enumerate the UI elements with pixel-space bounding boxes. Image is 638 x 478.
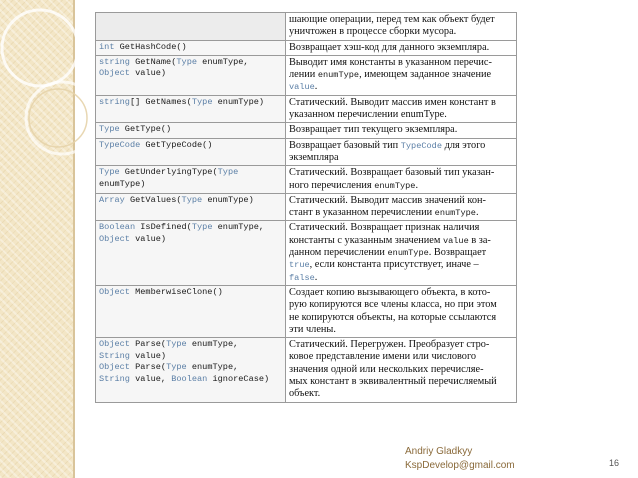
description-text: . xyxy=(314,271,318,283)
description-text: экземпляра xyxy=(289,151,339,163)
type-keyword: Object xyxy=(99,233,130,244)
description-text: , имеющем заданное значение xyxy=(359,69,492,81)
description-line xyxy=(289,324,513,336)
signature-line xyxy=(99,234,282,246)
signature-line xyxy=(99,339,282,351)
method-signature-cell xyxy=(96,166,286,194)
signature-line xyxy=(99,195,282,207)
type-keyword: TypeCode xyxy=(99,139,141,150)
code-text: enumType, xyxy=(197,56,249,67)
code-text: value, xyxy=(129,373,172,384)
code-text: GetUnderlyingType( xyxy=(119,167,218,178)
table-row xyxy=(96,13,517,41)
code-text: GetName( xyxy=(129,56,177,67)
description-text: . xyxy=(415,179,419,191)
description-line xyxy=(289,235,513,247)
description-line xyxy=(289,388,513,400)
description-line xyxy=(289,26,513,38)
description-text: Возвращает базовый тип xyxy=(289,139,401,151)
methods-table-container xyxy=(95,12,517,400)
type-keyword: Object xyxy=(99,339,130,350)
method-signature-cell xyxy=(96,221,286,285)
method-signature-cell xyxy=(96,95,286,123)
description-text: не копируются объекты, на которые ссылаются xyxy=(289,311,497,323)
description-line xyxy=(289,376,513,388)
description-line xyxy=(289,42,513,54)
description-line xyxy=(289,207,513,219)
type-keyword: Object xyxy=(99,68,130,79)
table-row xyxy=(96,55,517,95)
type-keyword: int xyxy=(99,41,115,52)
signature-line xyxy=(99,362,282,374)
description-text: Статический. Возвращает базовый тип указан- xyxy=(289,167,495,179)
type-keyword: Type xyxy=(99,124,120,135)
description-text: шающие операции, перед тем как объект будет xyxy=(289,14,495,25)
code-text: [] GetNames( xyxy=(129,96,192,107)
code-text: IsDefined( xyxy=(135,222,192,233)
code-text: enumType, xyxy=(186,362,239,373)
type-keyword: String xyxy=(99,350,130,361)
description-text: лении xyxy=(289,69,318,81)
inline-code: enumType xyxy=(317,70,360,81)
description-line xyxy=(289,109,513,121)
code-text: enumType, xyxy=(186,339,239,350)
description-line xyxy=(289,152,513,164)
signature-line xyxy=(99,179,282,191)
method-signature-cell xyxy=(96,40,286,55)
method-signature-cell xyxy=(96,55,286,95)
table-row xyxy=(96,123,517,138)
description-text: Создает копию вызывающего объекта, в кото- xyxy=(289,286,491,298)
description-line xyxy=(289,69,513,81)
method-signature-cell xyxy=(96,123,286,138)
inline-code: false xyxy=(289,272,315,283)
description-line xyxy=(289,57,513,69)
signature-line xyxy=(99,287,282,299)
code-text: GetValues( xyxy=(124,194,182,205)
method-signature-cell xyxy=(96,285,286,337)
method-description-cell xyxy=(286,13,517,41)
description-line xyxy=(289,180,513,192)
code-text: value) xyxy=(129,68,167,79)
description-text: Возвращает хэш-код для данного экземпляра. xyxy=(289,41,490,53)
code-text: enumType) xyxy=(202,194,254,205)
signature-line xyxy=(99,97,282,109)
description-text: мых констант в эквивалентный перечисляемый xyxy=(289,376,497,388)
description-text: ковое представление имени или числового xyxy=(289,351,477,363)
inline-code: value xyxy=(442,235,469,246)
description-line xyxy=(289,167,513,179)
method-description-cell xyxy=(286,338,517,402)
method-description-cell xyxy=(286,40,517,55)
table-row xyxy=(96,338,517,402)
code-text: MemberwiseClone() xyxy=(129,286,223,297)
code-text: GetTypeCode() xyxy=(140,139,213,150)
type-keyword: Object xyxy=(99,286,130,297)
description-text: Статический. Выводит массив имен констант в xyxy=(289,96,496,108)
table-row xyxy=(96,138,517,166)
inline-code: enumType xyxy=(434,208,476,219)
signature-line xyxy=(99,57,282,69)
signature-line xyxy=(99,42,282,54)
description-line xyxy=(289,287,513,299)
code-text: GetHashCode() xyxy=(114,41,187,52)
signature-line xyxy=(99,68,282,80)
table-row xyxy=(96,193,517,221)
type-keyword: Type xyxy=(166,362,187,373)
inline-code: enumType xyxy=(374,180,416,191)
method-description-cell xyxy=(286,123,517,138)
code-text: enumType) xyxy=(99,178,146,189)
type-keyword: String xyxy=(99,373,130,384)
code-text: value) xyxy=(129,233,167,244)
table-row xyxy=(96,166,517,194)
description-text: Статический. Возвращает признак наличия xyxy=(289,222,480,234)
description-text: Выводит имя константы в указанном перечис- xyxy=(289,56,492,68)
description-line xyxy=(289,14,513,26)
description-line xyxy=(289,339,513,351)
description-line xyxy=(289,124,513,136)
description-text: рую копируются все члены класса, но при этом xyxy=(289,299,497,311)
footer-author: Andriy Gladkyy xyxy=(405,446,473,457)
signature-line xyxy=(99,374,282,386)
enum-methods-table xyxy=(95,12,517,403)
code-text: Parse( xyxy=(129,362,167,373)
code-text: Parse( xyxy=(129,339,167,350)
description-line xyxy=(289,299,513,311)
description-text: Возвращает тип текущего экземпляра. xyxy=(289,124,458,136)
table-row xyxy=(96,285,517,337)
description-text: Статический. Перегружен. Преобразует стро- xyxy=(289,339,490,351)
signature-line xyxy=(99,140,282,152)
description-text: Статический. Выводит массив значений кон- xyxy=(289,194,486,206)
description-text: указанном перечислении enumType. xyxy=(289,109,447,121)
type-keyword: string xyxy=(99,56,130,67)
type-keyword: Type xyxy=(176,56,198,67)
description-text: . Возвращает xyxy=(428,247,487,259)
method-description-cell xyxy=(286,193,517,221)
code-text: GetType() xyxy=(119,124,172,135)
description-text: эти члены. xyxy=(289,323,336,335)
description-text: . xyxy=(475,207,479,219)
description-line xyxy=(289,312,513,324)
type-keyword: Type xyxy=(191,222,213,233)
type-keyword: Type xyxy=(191,96,213,107)
description-line xyxy=(289,259,513,271)
method-description-cell xyxy=(286,55,517,95)
description-line xyxy=(289,81,513,93)
type-keyword: Type xyxy=(166,339,187,350)
type-keyword: Boolean xyxy=(99,222,136,233)
description-text: данном перечислении xyxy=(289,247,388,259)
description-line xyxy=(289,195,513,207)
signature-line xyxy=(99,351,282,363)
type-keyword: Array xyxy=(99,194,125,205)
signature-line xyxy=(99,124,282,136)
method-description-cell xyxy=(286,285,517,337)
type-keyword: Type xyxy=(217,167,239,178)
table-row xyxy=(96,95,517,123)
type-keyword: Boolean xyxy=(171,373,208,384)
code-text: enumType, xyxy=(212,222,265,233)
description-text: стант в указанном перечислении xyxy=(289,207,435,219)
code-text: enumType) xyxy=(212,96,265,107)
method-description-cell xyxy=(286,95,517,123)
footer-email: KspDevelop@gmail.com xyxy=(405,460,515,471)
page-number: 16 xyxy=(609,458,620,468)
description-text: в за- xyxy=(468,234,491,246)
description-text: уничтожен в процессе сборки мусора. xyxy=(289,26,457,38)
description-line xyxy=(289,272,513,284)
method-signature-cell xyxy=(96,193,286,221)
description-line xyxy=(289,140,513,152)
description-text: для этого xyxy=(442,139,486,151)
description-line xyxy=(289,247,513,259)
decorative-rings xyxy=(0,0,110,200)
description-text: объект. xyxy=(289,388,321,400)
description-text: значения одной или нескольких перечисляе- xyxy=(289,363,484,375)
table-row xyxy=(96,40,517,55)
description-line xyxy=(289,97,513,109)
description-text: константы с указанным значением xyxy=(289,234,443,246)
type-keyword: Type xyxy=(181,194,203,205)
method-signature-cell xyxy=(96,13,286,41)
method-description-cell xyxy=(286,166,517,194)
inline-code: value xyxy=(289,82,315,93)
method-description-cell xyxy=(286,138,517,166)
slide-footer xyxy=(405,445,515,473)
description-text: ного перечисления xyxy=(289,179,375,191)
description-text: . xyxy=(314,81,318,93)
inline-code: TypeCode xyxy=(400,140,442,151)
method-signature-cell xyxy=(96,338,286,402)
type-keyword: Type xyxy=(99,167,120,178)
type-keyword: Object xyxy=(99,362,130,373)
inline-code: enumType xyxy=(387,248,429,259)
description-text: , если константа присутствует, иначе – xyxy=(309,259,479,271)
code-text: value) xyxy=(129,350,167,361)
description-line xyxy=(289,351,513,363)
code-text: ignoreCase) xyxy=(207,373,270,384)
inline-code: true xyxy=(289,260,310,271)
method-signature-cell xyxy=(96,138,286,166)
method-description-cell xyxy=(286,221,517,285)
table-row xyxy=(96,221,517,285)
type-keyword: string xyxy=(99,96,130,107)
signature-line xyxy=(99,167,282,179)
description-line xyxy=(289,222,513,234)
description-line xyxy=(289,364,513,376)
signature-line xyxy=(99,222,282,234)
